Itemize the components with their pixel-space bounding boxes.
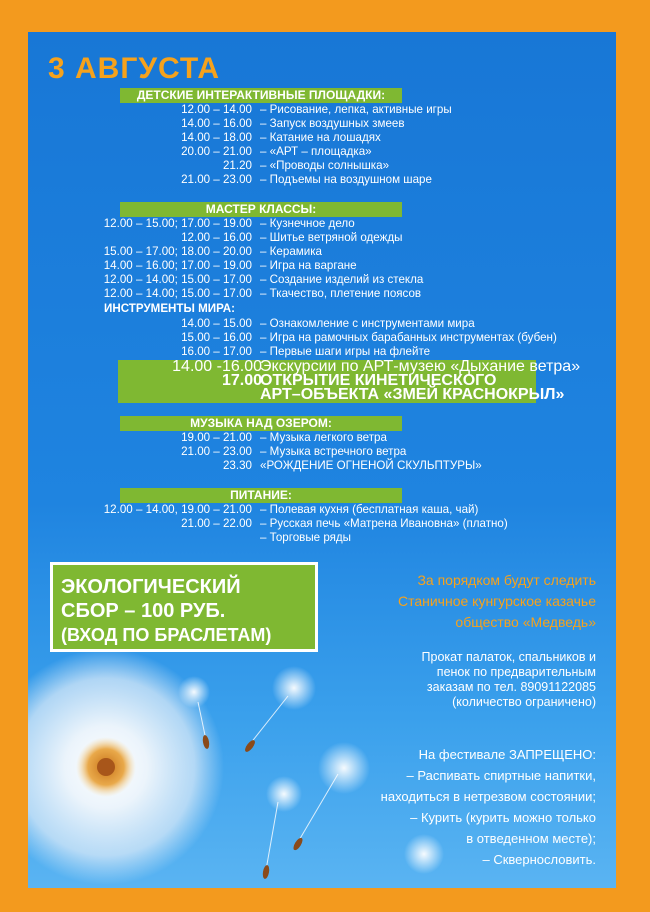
row-time: 12.00 – 14.00; 15.00 – 17.00 — [103, 273, 252, 286]
schedule-row — [28, 245, 616, 259]
section-heading-food: ПИТАНИЕ: — [120, 488, 402, 503]
schedule-row — [28, 503, 616, 517]
highlight-row — [118, 386, 565, 403]
row-activity: Экскурсии по АРТ-музею «Дыхание ветра» — [260, 358, 581, 375]
row-activity: – Рисование, лепка, активные игры — [260, 103, 452, 116]
rental-note-line: заказам по тел. 89091122085 — [426, 680, 596, 694]
row-time: 16.00 – 17.00 — [181, 345, 252, 358]
row-time: 12.00 – 14.00, 19.00 – 21.00 — [103, 503, 252, 516]
schedule-row — [28, 145, 616, 159]
row-time: 21.00 – 22.00 — [181, 517, 252, 530]
eco-fee-line: ЭКОЛОГИЧЕСКИЙ — [61, 576, 241, 598]
schedule-row — [28, 317, 616, 331]
row-activity: ОТКРЫТИЕ КИНЕТИЧЕСКОГО — [260, 372, 497, 389]
schedule-row — [28, 217, 616, 231]
schedule-instruments — [28, 317, 616, 359]
row-time: 14.00 – 16.00 — [181, 117, 252, 130]
row-activity: – Создание изделий из стекла — [260, 273, 424, 286]
forbidden-item: в отведенном месте); — [466, 831, 596, 846]
schedule-row — [28, 287, 616, 301]
schedule-food — [28, 503, 616, 545]
row-activity: – «Проводы солнышка» — [260, 159, 390, 172]
rental-note-line: Прокат палаток, спальников и — [421, 650, 596, 664]
row-time: 12.00 – 15.00; 17.00 – 19.00 — [103, 217, 252, 230]
section-heading-master-classes: МАСТЕР КЛАССЫ: — [120, 202, 402, 217]
row-activity: – «АРТ – площадка» — [260, 145, 372, 158]
row-activity: – Ткачество, плетение поясов — [260, 287, 422, 300]
row-time: 14.00 – 18.00 — [181, 131, 252, 144]
row-activity: – Полевая кухня (бесплатная каша, чай) — [260, 503, 479, 516]
row-activity: АРТ–ОБЪЕКТА «ЗМЕЙ КРАСНОКРЫЛ» — [260, 386, 565, 403]
row-time: 21.20 — [222, 159, 252, 172]
forbidden-list — [381, 744, 596, 870]
schedule-row — [28, 459, 616, 473]
row-time: 19.00 – 21.00 — [181, 431, 252, 444]
forbidden-title: На фестивале ЗАПРЕЩЕНО: — [418, 747, 596, 762]
row-time: 12.00 – 16.00 — [181, 231, 252, 244]
eco-fee-box — [50, 562, 318, 652]
forbidden-item: – Распивать спиртные напитки, — [406, 768, 596, 783]
schedule-music — [28, 431, 616, 473]
forbidden-item: находиться в нетрезвом состоянии; — [380, 789, 596, 804]
schedule-row — [28, 331, 616, 345]
highlight-box-art-object — [118, 358, 581, 403]
schedule-row — [28, 273, 616, 287]
row-activity: – Музыка встречного ветра — [260, 445, 407, 458]
row-activity: – Катание на лошадях — [260, 131, 381, 144]
date-title: 3 АВГУСТА — [48, 52, 221, 85]
schedule-kids — [28, 103, 616, 187]
rental-note-line: (количество ограничено) — [452, 695, 596, 709]
schedule-row — [28, 259, 616, 273]
row-activity: – Русская печь «Матрена Ивановна» (платно) — [260, 517, 508, 530]
schedule-row — [28, 117, 616, 131]
row-time: 14.00 – 16.00; 17.00 – 19.00 — [103, 259, 252, 272]
order-note — [398, 570, 596, 633]
row-time: 15.00 – 17.00; 18.00 – 20.00 — [103, 245, 252, 258]
row-time: 17.00 — [221, 372, 262, 389]
row-activity: – Керамика — [260, 245, 322, 258]
schedule-row — [28, 131, 616, 145]
festival-poster — [28, 32, 616, 888]
row-activity: – Шитье ветряной одежды — [260, 231, 403, 244]
eco-fee-line: (ВХОД ПО БРАСЛЕТАМ) — [61, 625, 272, 645]
row-activity: – Подъемы на воздушном шаре — [260, 173, 432, 186]
subheading-instruments: ИНСТРУМЕНТЫ МИРА: — [104, 302, 236, 315]
row-activity: – Запуск воздушных змеев — [260, 117, 405, 130]
row-time: 14.00 -16.00 — [172, 358, 262, 375]
schedule-row — [28, 345, 616, 359]
eco-fee-line: СБОР – 100 РУБ. — [61, 600, 226, 622]
row-activity: – Кузнечное дело — [260, 217, 355, 230]
row-activity: – Игра на рамочных барабанных инструментах (бубен) — [260, 331, 557, 344]
row-time: 12.00 – 14.00; 15.00 – 17.00 — [103, 287, 252, 300]
row-time: 12.00 – 14.00 — [181, 103, 252, 116]
schedule-master-classes — [28, 217, 616, 301]
row-time: 21.00 – 23.00 — [181, 445, 252, 458]
schedule-row — [28, 159, 616, 173]
row-time: 15.00 – 16.00 — [181, 331, 252, 344]
order-note-line: Станичное кунгурское казачье — [397, 593, 596, 609]
section-heading-kids: ДЕТСКИЕ ИНТЕРАКТИВНЫЕ ПЛОЩАДКИ: — [120, 88, 402, 103]
schedule-row — [28, 231, 616, 245]
section-heading-music: МУЗЫКА НАД ОЗЕРОМ: — [120, 416, 402, 431]
schedule-row — [28, 517, 616, 531]
row-activity: – Первые шаги игры на флейте — [260, 345, 431, 358]
schedule-row — [28, 445, 616, 459]
forbidden-item: – Сквернословить. — [482, 852, 596, 867]
order-note-line: За порядком будут следить — [417, 572, 596, 588]
row-activity: – Торговые ряды — [260, 531, 352, 544]
row-time: 21.00 – 23.00 — [181, 173, 252, 186]
rental-note-line: пенок по предварительным — [436, 665, 596, 679]
row-time: 23.30 — [222, 459, 252, 472]
rental-note — [422, 650, 596, 710]
schedule-row — [28, 431, 616, 445]
row-time: 20.00 – 21.00 — [181, 145, 252, 158]
row-activity: – Ознакомление с инструментами мира — [260, 317, 475, 330]
row-activity: – Музыка легкого ветра — [260, 431, 387, 444]
schedule-row — [28, 103, 616, 117]
order-note-line: общество «Медведь» — [455, 614, 596, 630]
row-activity: – Игра на варгане — [260, 259, 357, 272]
schedule-row — [28, 531, 616, 545]
schedule-row — [28, 173, 616, 187]
row-activity: «РОЖДЕНИЕ ОГНЕНОЙ СКУЛЬПТУРЫ» — [260, 459, 482, 472]
row-time: 14.00 – 15.00 — [181, 317, 252, 330]
forbidden-item: – Курить (курить можно только — [410, 810, 596, 825]
